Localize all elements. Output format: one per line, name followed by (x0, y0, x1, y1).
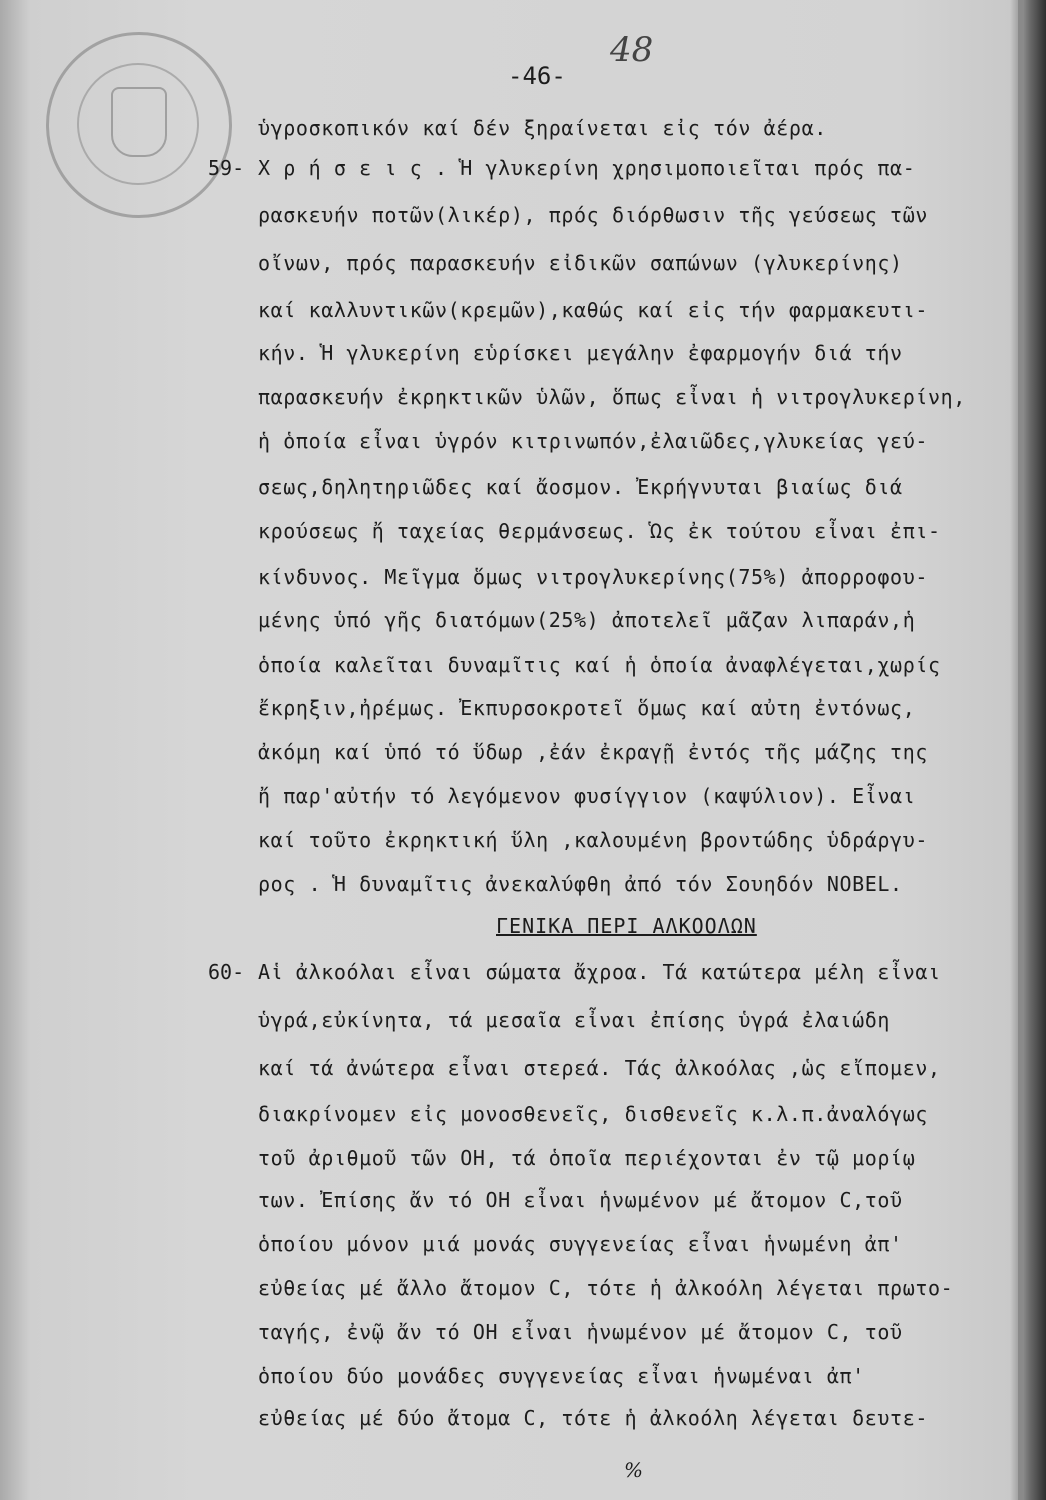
text-line: καί τά ἀνώτερα εἶναι στερεά. Τάς ἀλκοόλας ,ὡς εἴπομεν, (258, 1056, 941, 1080)
text-line: διακρίνομεν εἰς μονοσθενεῖς, δισθενεῖς κ.λ.π.ἀναλόγως (258, 1102, 928, 1126)
text-line: τοῦ ἀριθμοῦ τῶν OH, τά ὁποῖα περιέχονται ἐν τῷ μορίῳ (258, 1146, 916, 1170)
text-line: κρούσεως ἤ ταχείας θερμάνσεως. Ὡς ἐκ τούτου εἶναι ἐπι- (258, 519, 941, 543)
text-line: σεως,δηλητηριῶδες καί ἄοσμον. Ἐκρήγνυται βιαίως διά (258, 475, 903, 499)
paragraph-number-59: 59- (208, 156, 245, 180)
text-line: ὑγροσκοπικόν καί δέν ξηραίνεται εἰς τόν ἀέρα. (258, 116, 827, 140)
text-line: κήν. Ἡ γλυκερίνη εὑρίσκει μεγάλην ἐφαρμογήν διά τήν (258, 341, 903, 365)
text-line: ρος . Ἡ δυναμῖτις ἀνεκαλύφθη ἀπό τόν Σουηδόν NOBEL. (258, 872, 903, 896)
text-line: κίνδυνος. Μεῖγμα ὅμως νιτρογλυκερίνης(75%) ἀπορροφου- (258, 565, 928, 589)
text-line: ταγής, ἐνῷ ἄν τό OH εἶναι ἡνωμένον μέ ἄτομον C, τοῦ (258, 1320, 903, 1344)
text-line: ὁποία καλεῖται δυναμῖτις καί ἡ ὁποία ἀναφλέγεται,χωρίς (258, 653, 941, 677)
binding-spine (1018, 0, 1024, 1500)
text-line: εὐθείας μέ ἄλλο ἄτομον C, τότε ἡ ἀλκοόλη λέγεται πρωτο- (258, 1276, 954, 1300)
text-line: ἀκόμη καί ὑπό τό ὕδωρ ,ἐάν ἐκραγῇ ἐντός τῆς μάζης της (258, 740, 928, 764)
text-line: μένης ὑπό γῆς διατόμων(25%) ἀποτελεῖ μᾶζαν λιπαράν,ἡ (258, 608, 916, 632)
text-line: παρασκευήν ἐκρηκτικῶν ὑλῶν, ὅπως εἶναι ἡ νιτρογλυκερίνη, (258, 385, 966, 409)
handwritten-page-number: 48 (610, 30, 654, 70)
text-line: ρασκευήν ποτῶν(λικέρ), πρός διόρθωσιν τῆς γεύσεως τῶν (258, 203, 928, 227)
text-line: ἤ παρ'αὐτήν τό λεγόμενον φυσίγγιον (καψύλιον). Εἶναι (258, 784, 916, 808)
text-line: ἡ ὁποία εἶναι ὑγρόν κιτρινωπόν,ἐλαιῶδες,γλυκείας γεύ- (258, 429, 928, 453)
text-line: ὁποίου δύο μονάδες συγγενείας εἶναι ἡνωμέναι ἀπ' (258, 1364, 865, 1388)
text-line: ὑγρά,εὐκίνητα, τά μεσαῖα εἶναι ἐπίσης ὑγρά ἐλαιώδη (258, 1008, 891, 1032)
text-line: Αἱ ἀλκοόλαι εἶναι σώματα ἄχροα. Τά κατώτερα μέλη εἶναι (258, 960, 941, 984)
text-line: εὐθείας μέ δύο ἄτομα C, τότε ἡ ἀλκοόλη λέγεται δευτε- (258, 1406, 928, 1430)
text-line: των. Ἐπίσης ἄν τό OH εἶναι ἡνωμένον μέ ἄτομον C,τοῦ (258, 1188, 903, 1212)
text-line: καί καλλυντικῶν(κρεμῶν),καθώς καί εἰς τήν φαρμακευτι- (258, 298, 928, 322)
paragraph-number-60: 60- (208, 960, 245, 984)
text-line: Χ ρ ή σ ε ι ς . Ἡ γλυκερίνη χρησιμοποιεῖται πρός πα- (258, 156, 916, 180)
handwritten-footer-mark: % (624, 1458, 644, 1482)
text-line: ὁποίου μόνον μιά μονάς συγγενείας εἶναι ἡνωμένη ἀπ' (258, 1232, 903, 1256)
text-line: οἴνων, πρός παρασκευήν εἰδικῶν σαπώνων (γλυκερίνης) (258, 251, 903, 275)
text-line: ἔκρηξιν,ἠρέμως. Ἐκπυρσοκροτεῖ ὅμως καί αὐτη ἐντόνως, (258, 696, 916, 720)
text-line: καί τοῦτο ἐκρηκτική ὕλη ,καλουμένη βροντώδης ὑδράργυ- (258, 828, 928, 852)
page-number: -46- (508, 62, 566, 90)
ministry-seal-stamp-icon (46, 32, 232, 218)
section-heading: ΓΕΝΙΚΑ ΠΕΡΙ ΑΛΚΟΟΛΩΝ (496, 914, 757, 938)
